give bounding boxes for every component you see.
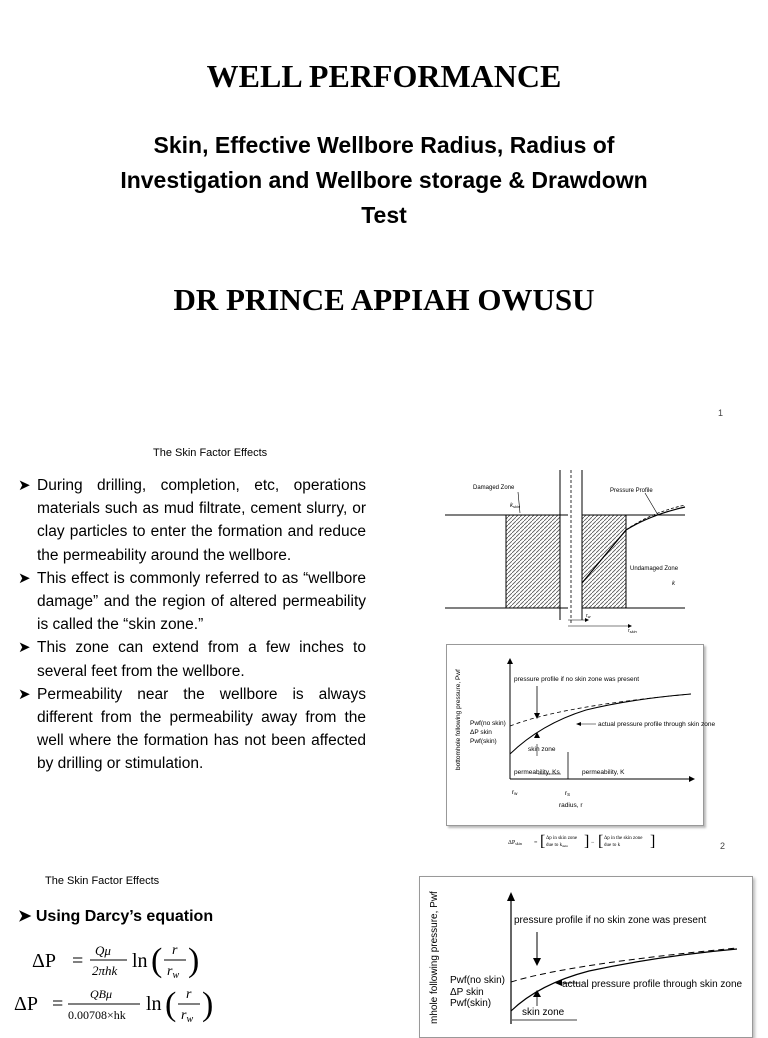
darcy-equation-2 [10,985,220,1024]
rw-label: r [586,613,588,619]
svg-text:=: = [72,950,84,972]
pressure-profile-label: Pressure Profile [610,488,653,494]
formula-minus: − [591,840,595,846]
svg-text:kskin [510,503,521,509]
actual-profile-label: actual pressure profile through skin zone [598,721,716,728]
page-number: 1 [718,408,724,418]
eq1-ln: ln [132,950,148,972]
slide-subtitle: Skin, Effective Wellbore Radius, Radius of Investigation and Wellbore storage & Drawdown Test [120,132,648,228]
rw-tick-label: r [512,789,515,796]
svg-text:]: ] [584,833,590,850]
slide-heading: The Skin Factor Effects [153,447,268,459]
formula-lhs: ΔP [508,840,516,846]
rw-tick-subscript: w [514,791,518,796]
y-axis-label: bottomhole following pressure, Pwf [455,669,462,770]
eq2-r: r [186,987,192,1002]
svg-text:rw [181,1008,193,1025]
rw-subscript: w [587,614,591,619]
svg-text:rw [167,964,179,981]
eq2-lhs: ΔP [14,993,38,1015]
bullet-text: This effect is commonly referred to as “wellbore damage” and the region of altered permeability is called the “skin zone.” [37,569,366,634]
y-axis-label: mhole following pressure, Pwf [429,891,440,1024]
formula-term2-line1: Δp in the skin zone [604,836,643,841]
svg-text:): ) [188,942,200,979]
damaged-zone-left [506,515,560,608]
eq2-rw-subscript: w [186,1014,194,1025]
no-skin-profile-label: pressure profile if no skin zone was present [514,915,707,926]
bullet-text: This zone can extend from a few inches to several feet from the wellbore. [37,639,366,680]
eq1-lhs: ΔP [32,950,56,972]
svg-text:due to kskin [546,843,568,848]
svg-text:rS [565,790,570,797]
skin-zone-label: skin zone [528,746,556,753]
formula-lhs-subscript: skin [515,841,522,846]
arrow-bullet-icon: ➤ [18,685,31,703]
pwf-skin-label: Pwf(skin) [470,738,497,745]
rs-tick-label: r [565,790,568,797]
k-skin-subscript: skin [513,504,521,509]
svg-text:): ) [202,986,214,1023]
darcy-bullet [18,906,213,926]
bullet-text: Using Darcy’s equation [35,908,214,925]
pwf-no-skin-label: Pwf(no skin) [470,720,506,727]
slide-title: WELL PERFORMANCE [206,58,562,94]
pressure-profile-chart [446,644,716,824]
arrow-bullet-icon: ➤ [18,477,31,494]
rskin-label: r [628,628,630,634]
skin-pressure-formula [508,830,678,852]
bullet-item [18,567,366,637]
pwf-skin-label: Pwf(skin) [450,998,492,1009]
dp-skin-label: ΔP skin [470,729,492,736]
x-axis-label: radius, r [559,802,583,809]
bullet-text: Permeability near the wellbore is always different from the permeability away from the well where the formation has not been affected by drilling or stimulation. [37,685,366,773]
bullet-item [18,636,366,682]
pwf-no-skin-label: Pwf(no skin) [450,975,506,986]
perm-ks-label: permeability, Ks [514,769,560,776]
formula-term1-line1: Δp in skin zone [546,836,578,841]
actual-profile-label: actual pressure profile through skin zone [562,979,743,990]
eq2-ln: ln [146,993,162,1015]
k-skin-label: k [510,503,513,509]
rs-tick-subscript: S [567,792,571,797]
svg-text:(: ( [151,942,163,979]
arrow-bullet-icon: ➤ [18,639,31,657]
slide-heading: The Skin Factor Effects [45,875,160,887]
svg-text:(: ( [165,986,177,1023]
arrow-bullet-icon: ➤ [18,569,31,587]
eq1-denominator: 2πhk [92,963,118,978]
arrow-bullet-icon: ➤ [18,908,32,925]
eq1-numerator: Qμ [95,943,111,958]
eq2-numerator: QBμ [90,987,113,1001]
eq1-rw-subscript: w [172,970,180,981]
formula-term1-line2: due to k [546,843,563,848]
skin-zone-label: skin zone [522,1007,565,1018]
eq1-r: r [172,943,178,958]
svg-text:]: ] [650,833,656,850]
eq2-denominator: 0.00708×hk [68,1008,126,1022]
svg-text:rw [512,789,518,796]
perm-k-label: permeability, K [582,769,625,776]
svg-text:rw [586,613,592,619]
eq2-rw: r [181,1008,187,1023]
k-label: k [672,581,675,587]
pressure-profile-chart-large [419,876,759,1024]
bullet-item [18,683,366,776]
svg-text:rskin [628,628,638,634]
formula-term1-subscript: skin [562,844,568,848]
page-number: 2 [720,841,726,851]
bullet-text: During drilling, completion, etc, operations materials such as mud filtrate, cement slurry, or clay particles to enter the formation and reduce the permeability around the wellbore. [37,477,366,564]
damaged-zone-right [582,515,626,608]
author-name: DR PRINCE APPIAH OWUSU [173,282,595,317]
svg-text:[: [ [598,833,604,850]
bullet-item [18,474,366,567]
damaged-zone-label: Damaged Zone [473,485,515,491]
svg-text:[: [ [540,833,546,850]
bullet-list [18,474,366,776]
darcy-equation-1 [28,937,208,983]
formula-term2-line2: due to k [604,843,621,848]
rskin-subscript: skin [629,629,637,634]
svg-text:=: = [52,993,64,1015]
no-skin-profile-label: pressure profile if no skin zone was present [514,676,640,683]
svg-text:ΔPskin [508,840,522,846]
eq1-rw: r [167,964,173,979]
undamaged-zone-label: Undamaged Zone [630,566,679,572]
wellbore-damage-diagram [440,465,690,635]
formula-equals: = [534,840,538,846]
no-skin-profile-curve [511,948,737,982]
dp-skin-label: ΔP skin [450,987,484,998]
